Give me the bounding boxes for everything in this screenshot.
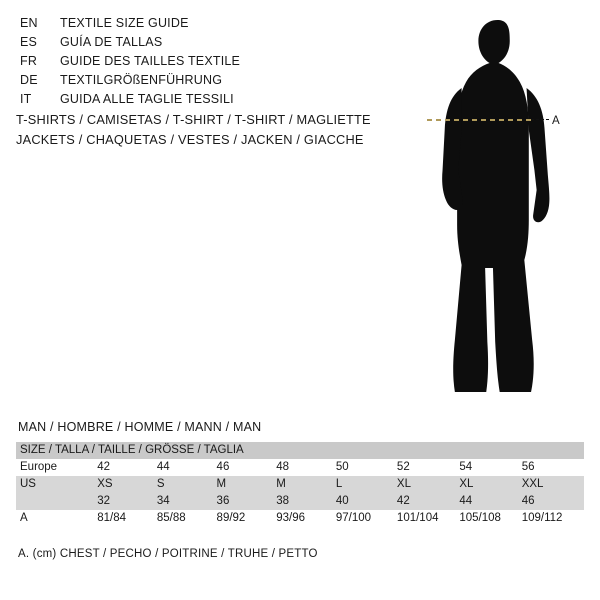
language-row bbox=[20, 35, 400, 54]
language-code: EN bbox=[20, 16, 38, 30]
size-table bbox=[16, 442, 584, 527]
row-label: Europe bbox=[16, 459, 97, 476]
cell: 109/112 bbox=[522, 510, 584, 527]
table-row bbox=[16, 476, 584, 493]
category-block bbox=[16, 110, 406, 150]
table-row bbox=[16, 459, 584, 476]
cell: 54 bbox=[459, 459, 521, 476]
language-code: IT bbox=[20, 92, 32, 106]
table-row bbox=[16, 510, 584, 527]
cell: 42 bbox=[97, 459, 157, 476]
language-text: TEXTILE SIZE GUIDE bbox=[60, 16, 189, 30]
cell: 105/108 bbox=[459, 510, 521, 527]
language-row bbox=[20, 16, 400, 35]
cell: 101/104 bbox=[397, 510, 459, 527]
language-row bbox=[20, 54, 400, 73]
cell: L bbox=[336, 476, 397, 493]
cell: XL bbox=[397, 476, 459, 493]
cell: 48 bbox=[276, 459, 336, 476]
language-text: GUIDA ALLE TAGLIE TESSILI bbox=[60, 92, 234, 106]
measure-leader-line bbox=[531, 119, 549, 121]
cell: XL bbox=[459, 476, 521, 493]
language-text: TEXTILGRÖßENFÜHRUNG bbox=[60, 73, 223, 87]
language-code: DE bbox=[20, 73, 38, 87]
cell: 56 bbox=[522, 459, 584, 476]
table-header-label: SIZE / TALLA / TAILLE / GRÖSSE / TAGLIA bbox=[16, 442, 584, 459]
cell: 93/96 bbox=[276, 510, 336, 527]
cell: 42 bbox=[397, 493, 459, 510]
cell: 89/92 bbox=[217, 510, 277, 527]
cell: S bbox=[157, 476, 217, 493]
cell: 38 bbox=[276, 493, 336, 510]
cell: 40 bbox=[336, 493, 397, 510]
language-row bbox=[20, 73, 400, 92]
cell: 46 bbox=[522, 493, 584, 510]
cell: 50 bbox=[336, 459, 397, 476]
cell: 52 bbox=[397, 459, 459, 476]
silhouette-icon bbox=[400, 10, 600, 410]
cell: 85/88 bbox=[157, 510, 217, 527]
row-label: US bbox=[16, 476, 97, 493]
row-label: A bbox=[16, 510, 97, 527]
cell: 97/100 bbox=[336, 510, 397, 527]
row-label bbox=[16, 493, 97, 510]
cell: 46 bbox=[217, 459, 277, 476]
category-line-jackets: JACKETS / CHAQUETAS / VESTES / JACKEN / GIACCHE bbox=[16, 132, 364, 147]
male-silhouette-figure bbox=[400, 10, 600, 410]
cell: XXL bbox=[522, 476, 584, 493]
table-header-row bbox=[16, 442, 584, 459]
cell: M bbox=[276, 476, 336, 493]
cell: 81/84 bbox=[97, 510, 157, 527]
language-code: FR bbox=[20, 54, 38, 68]
cell: M bbox=[217, 476, 277, 493]
language-code: ES bbox=[20, 35, 38, 49]
cell: 44 bbox=[459, 493, 521, 510]
language-text: GUIDE DES TAILLES TEXTILE bbox=[60, 54, 241, 68]
table-title-man: MAN / HOMBRE / HOMME / MANN / MAN bbox=[18, 420, 262, 434]
cell: 44 bbox=[157, 459, 217, 476]
language-row bbox=[20, 92, 400, 111]
cell: 32 bbox=[97, 493, 157, 510]
category-line-tshirts: T-SHIRTS / CAMISETAS / T-SHIRT / T-SHIRT / MAGLIETTE bbox=[16, 112, 371, 127]
language-text: GUÍA DE TALLAS bbox=[60, 35, 163, 49]
cell: 36 bbox=[217, 493, 277, 510]
table-note-chest: A. (cm) CHEST / PECHO / POITRINE / TRUHE / PETTO bbox=[18, 548, 318, 560]
measure-label-a: A bbox=[552, 115, 561, 127]
table-row bbox=[16, 493, 584, 510]
language-guide-block bbox=[20, 16, 400, 111]
cell: 34 bbox=[157, 493, 217, 510]
cell: XS bbox=[97, 476, 157, 493]
